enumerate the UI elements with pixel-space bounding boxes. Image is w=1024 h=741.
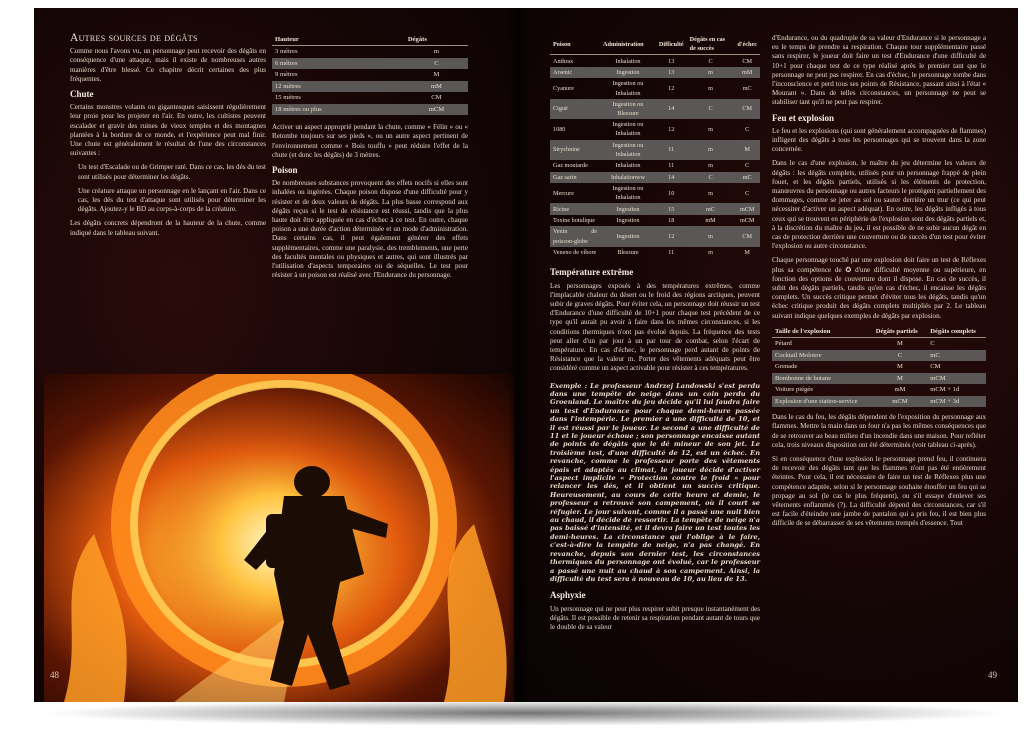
poison-diff: 15 — [656, 203, 687, 215]
table-row — [272, 92, 468, 104]
table-row — [550, 55, 760, 67]
chute-paragraph-2: Les dégâts concrets dépendront de la hauteur de la chute, comme indiqué dans le tableau suivant. — [70, 219, 266, 237]
chute-paragraph-3: Activer un aspect approprié pendant la chute, comme « Félin » ou « Retombe toujours sur ses pieds », ou un autre aspect pertinent de l'environnement comme « Bois touffu » peut réduire l'effet de la chute (et donc les dégâts) de 3 mètres. — [272, 123, 468, 159]
intro-paragraph: Comme nous l'avons vu, un personnage peut recevoir des dégâts en conséquence d'une attaque, mais il existe de nombreuses autres manières d'être blessé. Ce chapitre décrit certaines des plus fréquentes. — [70, 47, 266, 83]
example-box: Exemple : Le professeur Andrzej Landowski s'est perdu dans une tempête de neige dans un coin perdu du Groenland. Le maître du jeu décide qu'il lui faudra faire un test d'Endurance pour chaque demi-heure passée dans l'intempérie. Le premier a une difficulté de 10, et il est réussi par le joueur. Le second a une difficulté de 11 et le joueur échoue ; son personnage encaisse autant de points de dégâts que le dé mineur de son jet. Le troisième test, d'une difficulté de 12, est un échec. En revanche, comme le professeur porte des vêtements épais et adaptés au climat, le joueur décide d'activer l'aspect implicite « Protection contre le froid » pour relancer les dés, et il obtient un succès critique. Heureusement, au cours de cette heure et demie, le professeur a retrouvé son campement, où il court se réfugier. Le jour suivant, comme il a passé une nuit bien au chaud, il décide de ressortir. La tempête de neige n'a pas baissé d'intensité, et il devra faire un test toutes les demi-heures. La circonstance qui l'oblige à le faire, c'est-à-dire la tempête de neige, n'a pas changé. En revanche, depuis son dernier test, les circonstances thermiques du personnage ont évolué, car le professeur a passé une nuit au chaud à son campement. Ainsi, la difficulté du test sera à nouveau de 10, au lieu de 13. — [550, 381, 760, 583]
fall-header-damage: Dégâts — [405, 34, 468, 46]
explosion-header-partial: Dégâts partiels — [873, 326, 928, 338]
poison-diff: 12 — [656, 226, 687, 246]
poison-success: mC — [687, 203, 735, 215]
fall-damage: M — [433, 71, 440, 79]
poison-name: 1080 — [553, 125, 566, 133]
poison-success: m — [708, 125, 713, 133]
asphyxie-heading: Asphyxie — [550, 590, 586, 601]
poison-name: Ricine — [550, 203, 600, 215]
poison-heading: Poison — [272, 165, 298, 176]
table-row — [772, 361, 986, 373]
explosion-full: mCM — [927, 373, 986, 385]
explosion-full: C — [930, 340, 935, 348]
table-row — [550, 160, 760, 172]
fall-height: 12 mètres — [272, 81, 405, 93]
explosion-size: Voiture piégée — [775, 386, 814, 394]
poison-diff: 11 — [668, 248, 675, 256]
book-shadow — [40, 700, 1010, 726]
table-row — [550, 119, 760, 139]
fall-header-height: Hauteur — [272, 34, 405, 46]
poison-name: Mercure — [553, 189, 574, 197]
poison-fail: CM — [734, 99, 760, 119]
fall-damage: C — [405, 58, 468, 70]
poison-name: Venin de poisson-globe — [550, 226, 600, 246]
open-book — [34, 8, 1018, 702]
poison-name: Strychnine — [550, 140, 600, 160]
table-row — [550, 226, 760, 246]
explosion-partial: M — [873, 373, 928, 385]
poison-diff: 12 — [668, 125, 675, 133]
right-column-2 — [772, 34, 986, 534]
asphyxie-paragraph-continued: d'Endurance, ou du quadruple de sa valeur d'Endurance si le personnage a eu le temps de prendre sa respiration. Chaque tour supplémentaire passé sans respirer, le joueur doit faire un test d'Endurance d'une difficulté de 10+1 pour chaque test de ce type réalisé après le premier tant que le personnage ne peut pas respirer. En cas d'échec, le personnage tombe dans l'inconscience et perd tous ses points de Résistance, passant ainsi à l'état « Mourant ». Dans de telles circonstances, un personnage ne peut se stabiliser tant qu'il ne peut pas respirer. — [772, 34, 986, 107]
poison-name: Gaz moutarde — [553, 162, 588, 170]
poison-success: m — [687, 67, 735, 79]
poison-diff: 13 — [668, 57, 675, 65]
table-row — [550, 67, 760, 79]
poison-admin: Inhalation — [615, 57, 641, 65]
poison-diff: 14 — [656, 172, 687, 184]
feu-paragraph-5: Si en conséquence d'une explosion le personnage prend feu, il continuera de recevoir des dégâts tant que les flammes n'ont pas été entièrement éteintes. Pour cela, il est nécessaire de faire un test de Réflexes plus une compétence adaptée, selon si le personnage souhaite étouffer un feu qui se propage au sol (le cas le plus fréquent), ou s'il essaye d'enlever ses vêtements enflammés (?). La difficulté dépend des circonstances, car s'il est facile d'éteindre une jambe de pantalon qui a pris feu, il est bien plus difficile de se débarrasser de ses vêtements trempés d'essence. Tout — [772, 454, 986, 528]
explosion-full: mCM + 3d — [927, 396, 986, 408]
poison-success: m — [708, 248, 713, 256]
feu-paragraph-1: Le feu et les explosions (qui sont généralement accompagnées de flammes) infligent des dégâts à tous les personnages qui se trouvent dans la zone concernée. — [772, 126, 986, 154]
table-row — [272, 58, 468, 70]
page-number-left: 48 — [50, 670, 59, 680]
explosion-size: Cocktail Molotov — [772, 350, 873, 362]
poison-name: Gaz sarin — [550, 172, 600, 184]
poison-diff: 10 — [668, 189, 675, 197]
poison-header-admin: Administration — [600, 34, 656, 55]
poison-name: Toxine botulique — [553, 217, 596, 225]
chute-item-2: Une créature attaque un personnage en le lançant en l'air. Dans ce cas, les dés du test d'attaque sont utilisés pour déterminer les dégâts. Ajoutez-y le BD au corps-à-corps de la créature. — [78, 186, 266, 214]
poison-header-name: Poison — [550, 34, 600, 55]
table-row — [550, 172, 760, 184]
fall-height: 6 mètres — [272, 58, 405, 70]
poison-fail: mC — [742, 85, 752, 92]
poison-table — [550, 34, 760, 258]
explosion-partial: C — [873, 350, 928, 362]
table-row — [772, 396, 986, 408]
poison-admin: Ingestion — [600, 203, 656, 215]
poison-name: Anthrax — [553, 57, 574, 65]
poison-name: Cyanure — [553, 85, 574, 92]
poison-admin: Ingestion — [600, 226, 656, 246]
fall-height: 9 mètres — [275, 71, 298, 79]
explosion-partial: M — [897, 340, 903, 348]
poison-name: Ciguë — [550, 99, 600, 119]
table-row — [550, 203, 760, 215]
poison-name: Veneno de víbore — [553, 248, 597, 256]
explosion-partial: M — [897, 363, 903, 371]
fall-damage: mCM — [405, 104, 468, 116]
left-page — [34, 8, 518, 702]
explosion-partial: mCM — [873, 396, 928, 408]
explosion-table — [772, 326, 986, 407]
fall-height: 18 mètres ou plus — [272, 104, 405, 116]
table-row — [550, 78, 760, 98]
poison-fail: mM — [734, 67, 760, 79]
table-row — [772, 384, 986, 396]
poison-fail: mC — [734, 172, 760, 184]
poison-diff: 14 — [656, 99, 687, 119]
poison-fail: C — [745, 189, 750, 197]
temperature-heading: Température extrême — [550, 267, 634, 278]
left-column-1 — [70, 34, 266, 243]
feu-heading: Feu et explosion — [772, 112, 834, 123]
fall-table — [272, 34, 468, 115]
temperature-paragraph: Les personnages exposés à des températures extrêmes, comme l'implacable chaleur du désert ou le froid des régions arctiques, peuvent subir de graves dégâts. Pour éviter cela, un personnage doit réussir un test d'Endurance d'une difficulté de 10+1 pour chaque test précédent de ce type qu'il aurait pu avoir à faire dans les mêmes circonstances, si les conditions thermiques n'ont pas évolué depuis. La fréquence des tests peut aller d'un par jour à un par tour de combat, selon l'écart de température. En cas d'échec, le personnage perd autant de points de Résistance que la valeur m. Porter des vêtements adéquats peut être considéré comme un aspect activable pour résister à ces températures. — [550, 281, 760, 373]
explosion-full: mC — [927, 350, 986, 362]
explosion-size: Grenade — [775, 363, 798, 371]
explosion-full: CM — [930, 363, 941, 371]
poison-success: m — [708, 189, 713, 197]
fall-damage: mM — [405, 81, 468, 93]
feu-paragraph-4: Dans le cas du feu, les dégâts dépendent de l'exposition du personnage aux flammes. Mettre la main dans un four n'a pas les mêmes conséquences que de se retrouver au beau milieu d'un incendie dans une maison. Pour refléter cela, trois niveaux disposition ont été déterminés (voir tableau ci-après). — [772, 413, 986, 449]
book-gutter — [508, 8, 530, 702]
poison-admin: Inhalation — [615, 162, 641, 170]
poison-diff: 13 — [656, 67, 687, 79]
poison-diff: 11 — [656, 140, 687, 160]
poison-diff: 18 — [668, 217, 675, 225]
poison-fail: CM — [734, 226, 760, 246]
poison-fail: CM — [742, 57, 752, 65]
asphyxie-paragraph: Un personnage qui ne peut plus respirer subit presque instantanément des dégâts. Il est possible de retenir sa respiration pendant autant de tours que le double de sa valeur — [550, 604, 760, 631]
fall-height: 15 mètres — [275, 94, 301, 102]
poison-header-fail: d'échec — [734, 34, 760, 55]
chute-heading: Chute — [70, 89, 94, 100]
poison-admin: Ingestion ou Inhalation — [600, 140, 656, 160]
poison-admin: Inhalationww — [600, 172, 656, 184]
poison-admin: Ingestion — [616, 217, 640, 225]
poison-diff: 12 — [668, 85, 675, 92]
poison-fail: M — [744, 248, 750, 256]
chute-paragraph-1: Certains monstres volants ou gigantesques saisissent régulièrement leur proie pour les projeter en l'air. En outre, les cultistes peuvent escalader et gravir des ruines de vieux temples et des montagnes plantées à la bordure de ce monde, et l'expérience peut mal finir. Une chute est généralement le résultat de l'une des circonstances suivantes : — [70, 103, 266, 158]
explosion-full: mCM + 1d — [930, 386, 960, 394]
fire-ring-image — [44, 374, 514, 702]
feu-paragraph-3: Chaque personnage touché par une explosion doit faire un test de Réflexes plus sa compétence de ✪ d'une difficulté moyenne ou supérieure, en fonction des options de couverture dont il dispose. En cas de succès, il subit des dégâts partiels, tandis qu'en cas d'échec, il encaisse les dégâts complets. Un succès critique permet d'éviter tous les dégâts, tandis qu'un échec critique produit des dégâts complets multipliés par 2. Le tableau suivant indique quelques exemples de dégâts par explosion. — [772, 256, 986, 320]
fall-height: 3 mètres — [275, 48, 298, 56]
poison-success: C — [687, 99, 735, 119]
table-row — [550, 247, 760, 259]
poison-fail: mCM — [734, 203, 760, 215]
table-row — [550, 140, 760, 160]
poison-admin: Ingestion ou Blessure — [600, 99, 656, 119]
poison-admin: Ingestion — [600, 67, 656, 79]
poison-success: mM — [705, 217, 716, 225]
explosion-partial: mM — [894, 386, 906, 394]
firefighter-illustration — [44, 374, 514, 702]
table-row — [772, 350, 986, 362]
fall-damage: m — [433, 48, 439, 56]
table-row — [550, 183, 760, 203]
table-row — [272, 46, 468, 58]
explosion-size: Bombonne de butane — [772, 373, 873, 385]
fall-damage: CM — [431, 94, 442, 102]
chute-item-1: Un test d'Escalade ou de Grimper raté. Dans ce cas, les dés du test sont utilisés pour déterminer les dégâts. — [78, 163, 266, 181]
table-row — [772, 338, 986, 350]
explosion-header-full: Dégâts complets — [927, 326, 986, 338]
poison-admin: Ingestion ou Inhalation — [612, 121, 644, 138]
poison-success: m — [687, 226, 735, 246]
right-column-1 — [550, 34, 760, 637]
right-page — [518, 8, 1018, 702]
table-row — [272, 104, 468, 116]
explosion-size: Explosion d'une station-service — [772, 396, 873, 408]
table-row — [272, 81, 468, 93]
poison-admin: Ingestion ou Inhalation — [612, 80, 644, 97]
poison-fail: M — [734, 140, 760, 160]
page-number-right: 49 — [988, 670, 997, 680]
poison-header-success: Dégâts en cas de succès — [687, 34, 735, 55]
poison-paragraph: De nombreuses substances provoquent des effets nocifs si elles sont inhalées ou ingérées. Chaque poison dispose d'une difficulté pour y résister et de deux valeurs de dégâts. La plus basse correspond aux dégâts reçus si le test de résistance est réussi, tandis que la plus haute doit être appliquée en cas d'échec à ce test. En outre, chaque poison a une durée d'action déterminée et un mode d'administration. Dans certains cas, il peut également générer des effets supplémentaires, comme une paralysie, des tremblements, une perte des facultés mentales ou physiques et autres, qui sont illustrés par l'utilisation d'aspects temporaires ou de séquelles. Le test pour résister à un poison est réalisé avec l'Endurance du personnage. — [272, 179, 468, 280]
explosion-header-size: Taille de l'explosion — [772, 326, 873, 338]
poison-fail: C — [745, 162, 750, 170]
poison-name: Arsenic — [550, 67, 600, 79]
poison-success: m — [708, 162, 713, 170]
poison-success: C — [687, 172, 735, 184]
poison-success: C — [708, 57, 713, 65]
poison-admin: Blessure — [617, 248, 639, 256]
poison-success: m — [687, 140, 735, 160]
table-row — [272, 69, 468, 81]
explosion-size: Pétard — [775, 340, 792, 348]
left-column-2 — [272, 34, 468, 285]
poison-success: m — [708, 85, 713, 92]
table-row — [550, 99, 760, 119]
table-row — [772, 373, 986, 385]
feu-paragraph-2: Dans le cas d'une explosion, le maître du jeu détermine les valeurs de dégâts : les dégâts complets, utilisés pour un personnage frappé de plein fouet, et les dégâts partiels, utilisés si les éléments de protection, manœuvres du personnage ou autres facteurs le protègent partiellement des dommages, comme se jeter au sol ou sauter derrière un mur (ce qui peut nécessiter d'activer un aspect adéquat). En outre, les dégâts infligés à tous ceux qui se trouvent en périphérie de l'explosion sont des dégâts partiels et, à la discrétion du maître du jeu, il est possible de ne subir aucun dégât en cas de protection derrière une couverture ou de succès d'un test pour éviter l'explosion ou autre circonstance. — [772, 159, 986, 251]
poison-diff: 11 — [668, 162, 675, 170]
poison-header-diff: Difficulté — [656, 34, 687, 55]
page-title: Autres sources de dégâts — [70, 32, 198, 44]
table-row — [550, 215, 760, 227]
poison-admin: Ingestion ou Inhalation — [612, 185, 644, 202]
poison-fail: mCM — [739, 217, 755, 225]
poison-fail: C — [745, 125, 750, 133]
